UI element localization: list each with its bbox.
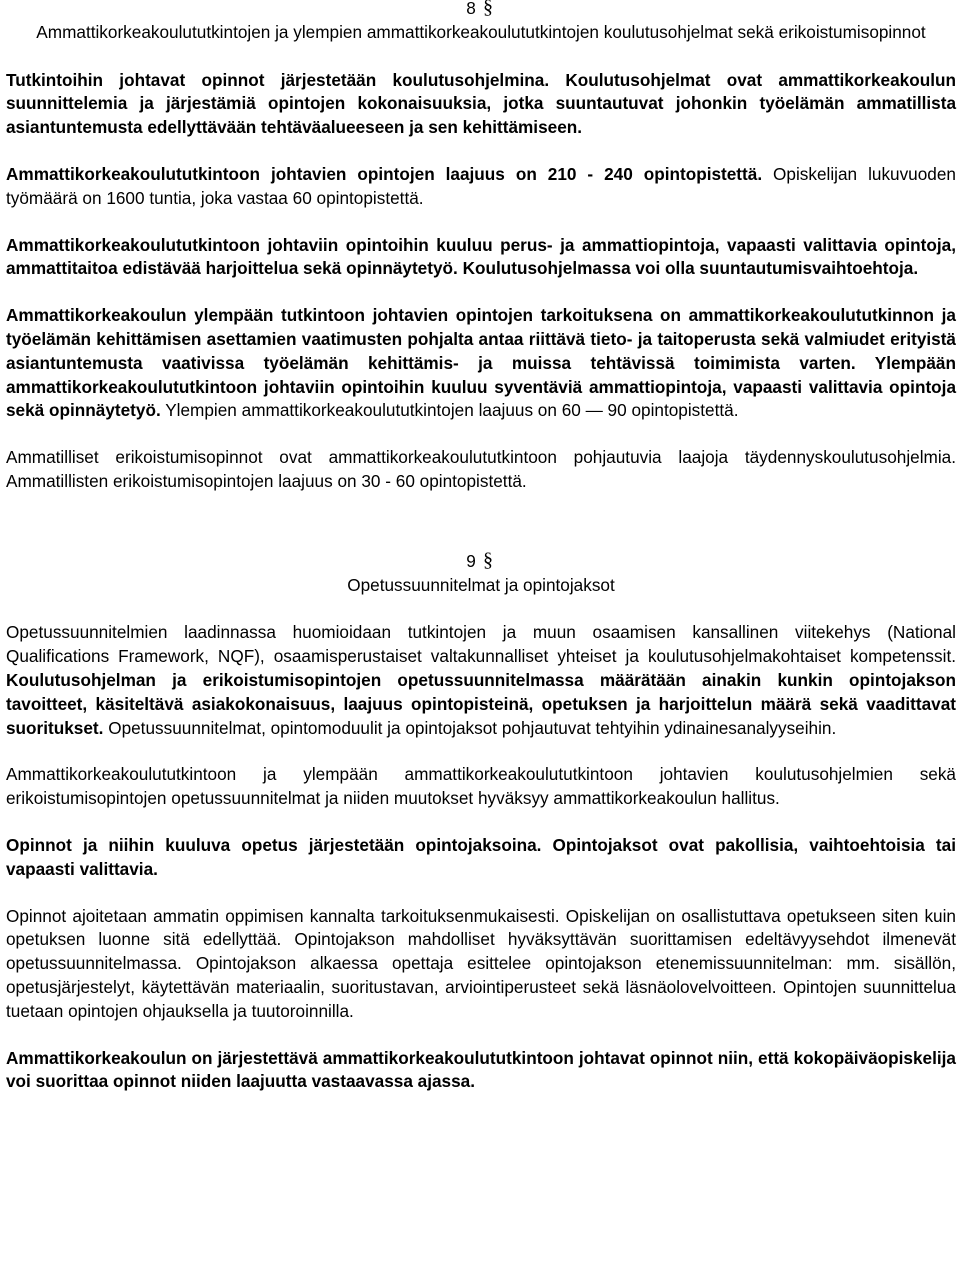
paragraph	[6, 834, 956, 882]
body-text: Ammattikorkeakoulututkintoon ja ylempään ammattikorkeakoulututkintoon johtavien koulutusohjelmien sekä erikoistumisopintojen opetussuunnitelmat ja niiden muutokset hyväksyy ammattikorkeakoulun hallitus.	[6, 764, 956, 809]
bold-text: Koulutusohjelman ja erikoistumisopintojen opetussuunnitelmassa määrätään ainakin kunkin opintojakson tavoitteet, käsiteltävä asiakokonaisuus, laajuus opintopisteinä, opetuksen ja harjoittelun määrä sekä vaadittavat suoritukset.	[6, 669, 956, 738]
paragraph	[6, 763, 956, 811]
body-text: Opetussuunnitelmat, opintomoduulit ja opintojaksot pohjautuvat tehtyihin ydinainesanalyyseihin.	[103, 717, 837, 738]
paragraph	[6, 1047, 956, 1095]
body-text: Opinnot ajoitetaan ammatin oppimisen kannalta tarkoituksenmukaisesti. Opiskelijan on osallistuttava opetukseen siten kuin opetuksen luonne sitä edellyttää. Opintojakson mahdolliset hyväksyttävän suorittamisen edeltävyysehdot ilmenevät opetussuunnitelmassa. Opintojakson alkaessa opettaja esittelee opintojakson etenemissuunnitelman: mm. sisällön, opetusjärjestelyt, käytettävän materiaalin, suoritustavan, arviointiperusteet sekä läsnäolovelvoitteen. Opintojen suunnittelua tuetaan opintojen ohjauksella ja tuutoroinnilla.	[6, 905, 956, 1021]
svg-text:§: §	[482, 0, 493, 17]
svg-text:§: §	[482, 549, 493, 570]
paragraph	[6, 621, 956, 740]
bold-text: Ammattikorkeakoulun ylempään tutkintoon johtavien opintojen tarkoituksena on ammattikorkeakoulututkinnon ja työelämän kehittämisen asettamien vaatimusten pohjalta antaa riittävä tieto- ja taitoperusta sekä valmiudet erityistä asiantuntemusta vaativissa työelämän kehittämis- ja muissa tehtävissä toimimista varten. Ylempään ammattikorkeakoulututkintoon johtaviin opintoihin kuuluu syventäviä ammattiopintoja, vapaasti valittavia opintoja sekä opinnäytetyö.	[6, 305, 956, 421]
body-text: Opiskelijan lukuvuoden työmäärä on 1600 tuntia, joka vastaa 60 opintopistettä.	[6, 163, 956, 208]
paragraph	[6, 163, 956, 211]
section-number: 9	[466, 550, 476, 571]
body-text: Ylempien ammattikorkeakoulututkintojen laajuus on 60 — 90 opintopistettä.	[160, 400, 739, 421]
body-text: Opetussuunnitelmien laadinnassa huomioidaan tutkintojen ja muun osaamisen kansallinen viitekehys (National Qualifications Framework, NQF), osaamisperustaiset valtakunnalliset yhteiset ja koulutusohjelmakohtaiset kompetenssit.	[6, 622, 956, 667]
bold-text: Ammattikorkeakoulututkintoon johtavien opintojen laajuus on 210 - 240 opintopistettä.	[6, 163, 763, 184]
paragraph	[6, 304, 956, 423]
document-page	[6, 0, 956, 1094]
section-sign-icon	[482, 550, 496, 570]
paragraph	[6, 905, 956, 1024]
section-8-heading	[6, 0, 956, 21]
section-number: 8	[466, 0, 476, 18]
paragraph	[6, 446, 956, 494]
section-sign-icon	[482, 0, 496, 17]
section-9-heading	[6, 550, 956, 574]
section-title: Opetussuunnitelmat ja opintojaksot	[347, 574, 615, 595]
bold-text: Tutkintoihin johtavat opinnot järjestetään koulutusohjelmina. Koulutusohjelmat ovat ammattikorkeakoulun suunnittelemia ja järjestämiä opintojen kokonaisuuksia, jotka suuntautuvat johonkin työelämän ammatillista asiantuntemusta edellyttävään tehtäväalueeseen ja sen kehittämiseen.	[6, 69, 956, 138]
paragraph	[6, 69, 956, 140]
paragraph	[6, 234, 956, 282]
bold-text: Ammattikorkeakoulututkintoon johtaviin opintoihin kuuluu perus- ja ammattiopintoja, vapaasti valittavia opintoja, ammattitaitoa edistävää harjoittelua sekä opinnäytetyö. Koulutusohjelmassa voi olla suuntautumisvaihtoehtoja.	[6, 234, 956, 279]
bold-text: Ammattikorkeakoulun on järjestettävä ammattikorkeakoulututkintoon johtavat opinnot niin, että kokopäiväopiskelija voi suorittaa opinnot niiden laajuutta vastaavassa ajassa.	[6, 1047, 956, 1092]
bold-text: Opinnot ja niihin kuuluva opetus järjestetään opintojaksoina. Opintojaksot ovat pakollisia, vaihtoehtoisia tai vapaasti valittavia.	[6, 834, 956, 879]
body-text: Ammatilliset erikoistumisopinnot ovat ammattikorkeakoulututkintoon pohjautuvia laajoja täydennyskoulutusohjelmia. Ammatillisten erikoistumisopintojen laajuus on 30 - 60 opintopistettä.	[6, 447, 956, 491]
section-title: Ammattikorkeakoulututkintojen ja ylempien ammattikorkeakoulututkintojen koulutusohjelmat sekä erikoistumisopinnot	[36, 21, 926, 42]
